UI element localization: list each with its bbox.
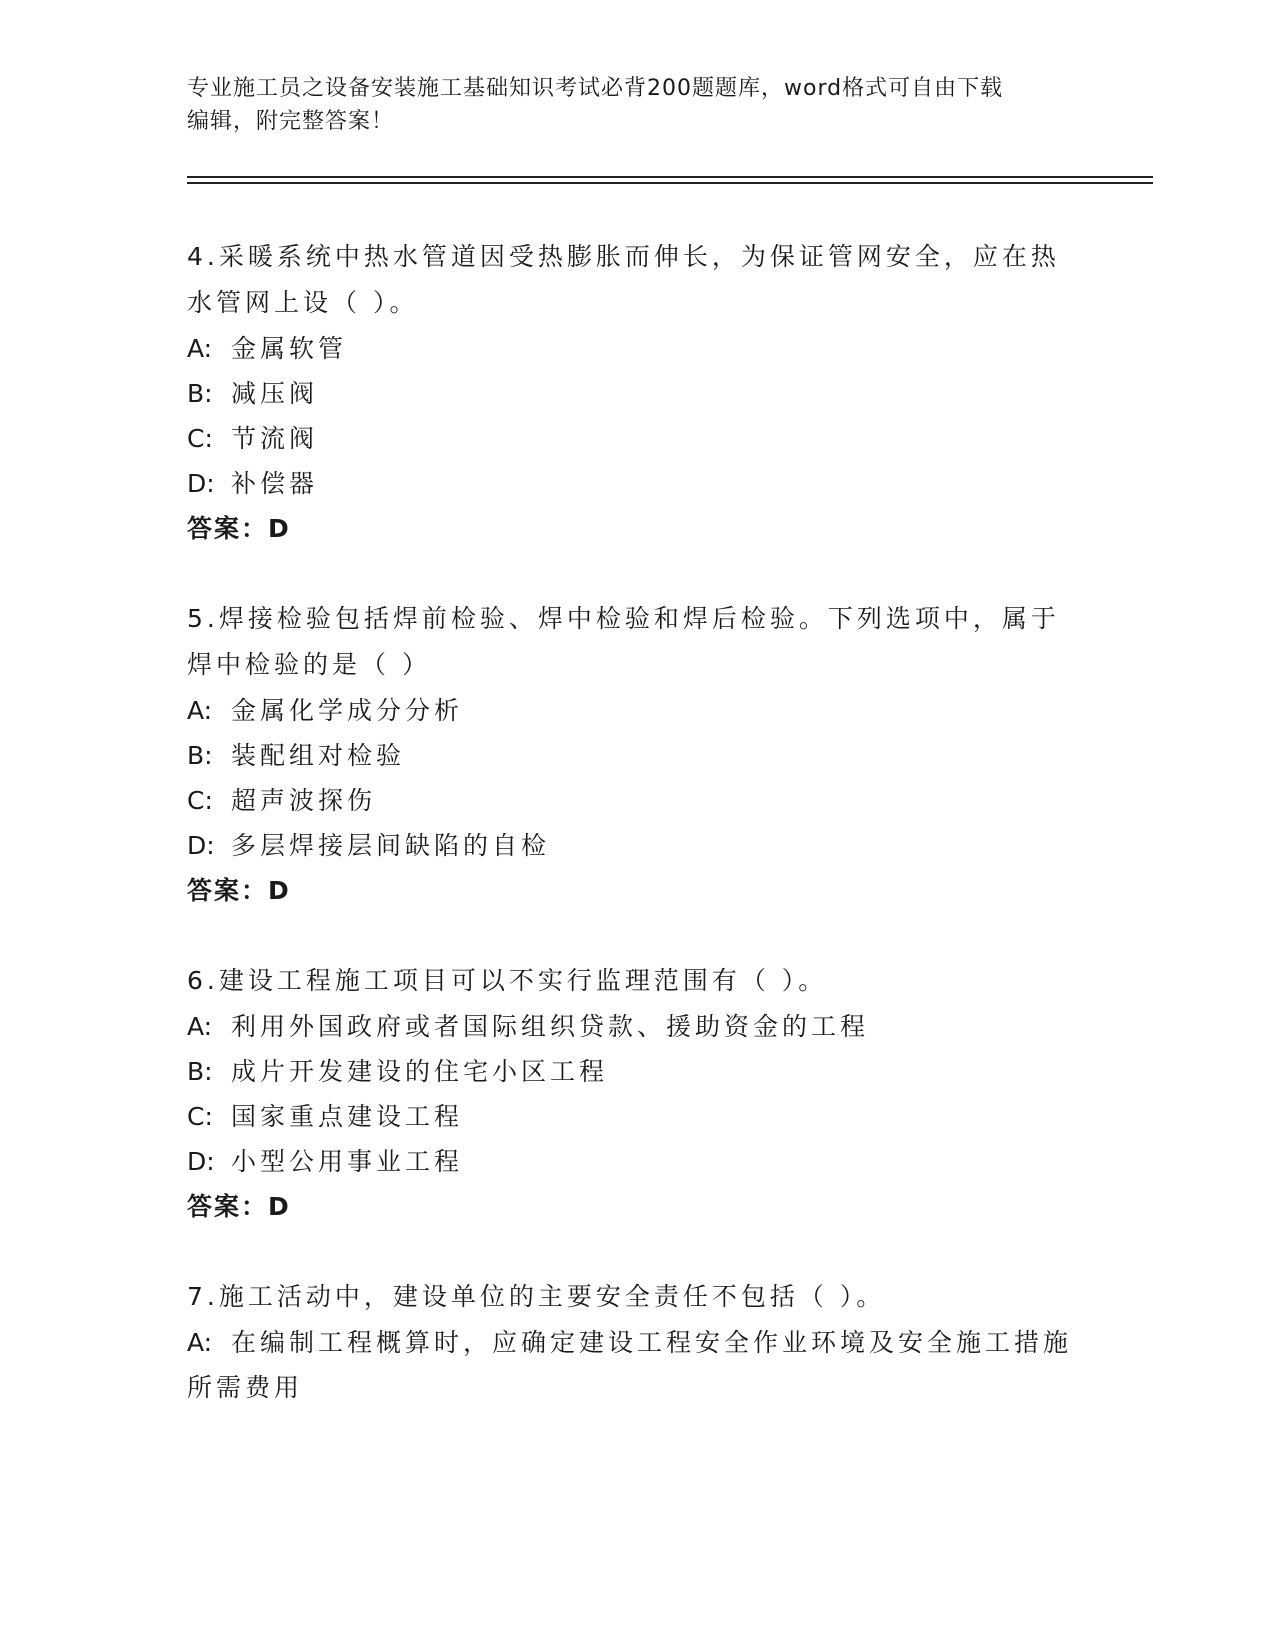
option-text: 金属软管 — [231, 334, 348, 363]
answer: 答案：D — [187, 1192, 291, 1221]
option-letter: B: — [187, 1057, 213, 1086]
question-number: 5. — [187, 604, 219, 633]
option-letter: A: — [187, 334, 213, 363]
question-text — [187, 234, 1087, 326]
option-a — [187, 688, 1087, 733]
question-5 — [187, 596, 1087, 914]
option-letter: C: — [187, 786, 213, 815]
option-text: 在编制工程概算时，应确定建设工程安全作业环境及安全施工措施所需费用 — [187, 1328, 1073, 1402]
option-letter: D: — [187, 469, 215, 498]
option-letter: A: — [187, 696, 213, 725]
question-body: 施工活动中，建设单位的主要安全责任不包括（ ）。 — [218, 1282, 886, 1311]
header-divider-bottom — [187, 182, 1153, 184]
option-letter: C: — [187, 424, 213, 453]
option-c — [187, 1094, 1087, 1139]
question-number: 6. — [187, 966, 219, 995]
question-body: 建设工程施工项目可以不实行监理范围有（ ）。 — [218, 966, 828, 995]
answer: 答案：D — [187, 514, 291, 543]
option-text: 减压阀 — [231, 379, 319, 408]
option-letter: B: — [187, 741, 213, 770]
option-text: 金属化学成分分析 — [231, 696, 464, 725]
question-7 — [187, 1274, 1087, 1410]
option-text: 补偿器 — [231, 469, 319, 498]
header-divider-top — [187, 176, 1153, 178]
option-letter: C: — [187, 1102, 213, 1131]
option-d — [187, 1139, 1087, 1184]
header-line-1: 专业施工员之设备安装施工基础知识考试必背200题题库，word格式可自由下载 — [187, 76, 1004, 101]
option-text: 小型公用事业工程 — [231, 1147, 464, 1176]
question-text — [187, 596, 1087, 688]
question-number: 7. — [187, 1282, 219, 1311]
question-body: 采暖系统中热水管道因受热膨胀而伸长，为保证管网安全，应在热水管网上设（ ）。 — [187, 242, 1060, 317]
question-number: 4. — [187, 242, 219, 271]
option-text: 节流阀 — [231, 424, 319, 453]
document-header — [187, 72, 1067, 138]
option-text: 国家重点建设工程 — [231, 1102, 464, 1131]
question-list — [187, 234, 1087, 1454]
option-c — [187, 778, 1087, 823]
option-text: 超声波探伤 — [231, 786, 377, 815]
option-letter: D: — [187, 1147, 215, 1176]
question-text — [187, 958, 1087, 1004]
option-text: 多层焊接层间缺陷的自检 — [231, 831, 551, 860]
option-text: 装配组对检验 — [231, 741, 406, 770]
question-4 — [187, 234, 1087, 552]
option-b — [187, 1049, 1087, 1094]
question-body: 焊接检验包括焊前检验、焊中检验和焊后检验。下列选项中，属于焊中检验的是（ ） — [187, 604, 1060, 679]
option-letter: B: — [187, 379, 213, 408]
option-letter: D: — [187, 831, 215, 860]
question-6 — [187, 958, 1087, 1230]
answer: 答案：D — [187, 876, 291, 905]
option-letter: A: — [187, 1328, 213, 1357]
option-a — [187, 1004, 1087, 1049]
option-a — [187, 1320, 1087, 1410]
option-b — [187, 733, 1087, 778]
option-d — [187, 823, 1087, 868]
option-c — [187, 416, 1087, 461]
option-letter: A: — [187, 1012, 213, 1041]
header-line-2: 编辑，附完整答案！ — [187, 109, 395, 134]
option-text: 成片开发建设的住宅小区工程 — [231, 1057, 609, 1086]
option-b — [187, 371, 1087, 416]
option-text: 利用外国政府或者国际组织贷款、援助资金的工程 — [231, 1012, 870, 1041]
question-text — [187, 1274, 1087, 1320]
option-a — [187, 326, 1087, 371]
option-d — [187, 461, 1087, 506]
